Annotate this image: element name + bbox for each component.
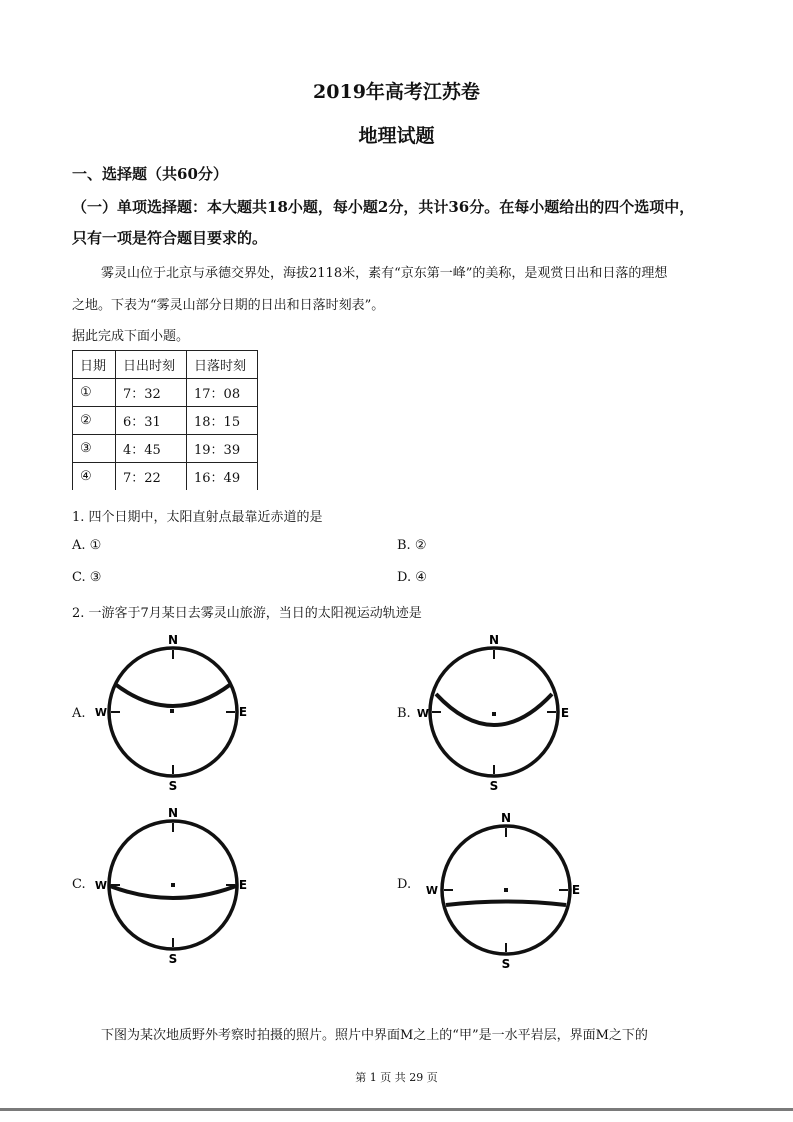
instruction-line-2: 只有一项是符合题目要求的。 xyxy=(72,229,268,247)
q1-stem: 1. 四个日期中，太阳直射点最靠近赤道的是 xyxy=(72,510,323,525)
north-label: N xyxy=(500,811,512,825)
q2-option-d-diagram[interactable] xyxy=(422,806,592,976)
table-cell: 19：39 xyxy=(187,435,258,463)
table-cell: 17：08 xyxy=(187,379,258,407)
north-label: N xyxy=(167,806,179,820)
sunrise-sunset-table xyxy=(72,350,258,490)
table-header-cell: 日期 xyxy=(73,351,116,379)
south-label: S xyxy=(168,952,178,966)
q2-stem: 2. 一游客于7月某日去雾灵山旅游，当日的太阳视运动轨迹是 xyxy=(72,606,422,621)
section-heading: 一、选择题（共60分） xyxy=(72,165,228,183)
table-cell: 7：32 xyxy=(116,379,187,407)
table-cell: 4：45 xyxy=(116,435,187,463)
q1-option-a[interactable]: A. ① xyxy=(72,538,102,553)
page-number: 第 1 页 共 29 页 xyxy=(355,1071,438,1084)
table-cell: 6：31 xyxy=(116,407,187,435)
west-label: W xyxy=(94,706,108,719)
table-cell: ① xyxy=(73,379,116,407)
sun-path-diagram-c xyxy=(90,800,260,970)
q2-option-b-diagram[interactable] xyxy=(412,628,582,798)
east-label: E xyxy=(560,706,570,720)
east-label: E xyxy=(238,878,248,892)
table-row xyxy=(73,379,258,407)
q2-option-a-diagram[interactable] xyxy=(90,628,260,798)
east-label: E xyxy=(238,705,248,719)
next-passage-line-1: 下图为某次地质野外考察时拍摄的照片。照片中界面M之上的“甲”是一水平岩层，界面M之下的 xyxy=(101,1028,648,1043)
table-cell: ④ xyxy=(73,463,116,491)
table-cell: 16：49 xyxy=(187,463,258,491)
q2-option-c-label[interactable]: C. xyxy=(72,877,86,892)
north-label: N xyxy=(488,633,500,647)
instruction-line-1: （一）单项选择题：本大题共18小题，每小题2分，共计36分。在每小题给出的四个选项中， xyxy=(72,198,695,216)
sun-path-diagram-b xyxy=(412,628,582,798)
exam-subtitle: 地理试题 xyxy=(358,125,435,147)
table-header-cell: 日落时刻 xyxy=(187,351,258,379)
table-row xyxy=(73,435,258,463)
table-cell: ③ xyxy=(73,435,116,463)
south-label: S xyxy=(501,957,511,971)
table-header-cell: 日出时刻 xyxy=(116,351,187,379)
west-label: W xyxy=(94,879,108,892)
q1-option-b[interactable]: B. ② xyxy=(397,538,427,553)
east-label: E xyxy=(571,883,581,897)
exam-title: 2019年高考江苏卷 xyxy=(313,81,480,103)
passage-line-2: 之地。下表为“雾灵山部分日期的日出和日落时刻表”。 xyxy=(72,298,385,313)
q1-option-d[interactable]: D. ④ xyxy=(397,570,427,585)
sun-path-diagram-a xyxy=(90,628,260,798)
south-label: S xyxy=(489,779,499,793)
bottom-divider xyxy=(0,1108,793,1111)
sun-path-diagram-d xyxy=(422,806,592,976)
table-header-row xyxy=(73,351,258,379)
table-cell: 18：15 xyxy=(187,407,258,435)
table-row xyxy=(73,407,258,435)
table-cell: 7：22 xyxy=(116,463,187,491)
q1-option-c[interactable]: C. ③ xyxy=(72,570,102,585)
passage-prompt: 据此完成下面小题。 xyxy=(72,329,190,344)
q2-option-b-label[interactable]: B. xyxy=(397,706,411,721)
q2-option-c-diagram[interactable] xyxy=(90,800,260,970)
south-label: S xyxy=(168,779,178,793)
west-label: W xyxy=(425,884,439,897)
table-row xyxy=(73,463,258,491)
q2-option-d-label[interactable]: D. xyxy=(397,877,412,892)
table-cell: ② xyxy=(73,407,116,435)
q2-option-a-label[interactable]: A. xyxy=(72,706,86,721)
north-label: N xyxy=(167,633,179,647)
passage-line-1: 雾灵山位于北京与承德交界处，海拔2118米，素有“京东第一峰”的美称，是观赏日出和日落的理想 xyxy=(101,266,668,281)
west-label: W xyxy=(416,707,430,720)
